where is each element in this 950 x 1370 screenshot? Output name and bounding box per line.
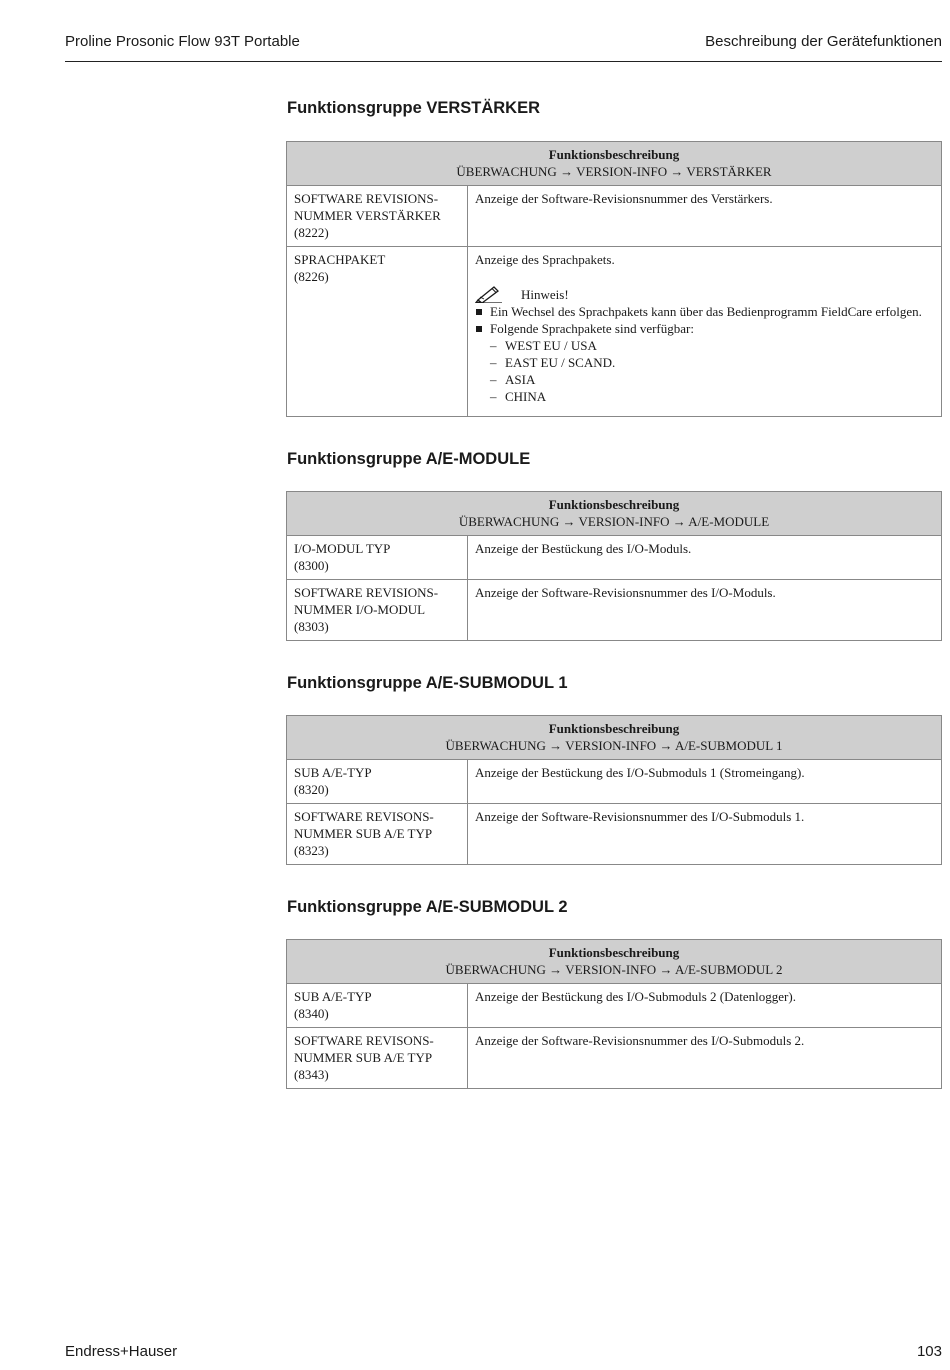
function-description: Anzeige des Sprachpakets. bbox=[475, 252, 615, 267]
function-description-cell bbox=[468, 186, 942, 247]
table-row bbox=[287, 580, 942, 641]
arrow-icon: → bbox=[659, 962, 673, 977]
function-code: (8340) bbox=[294, 1006, 329, 1021]
function-description-cell bbox=[468, 1028, 942, 1089]
arrow-icon: → bbox=[670, 164, 684, 179]
function-code: (8343) bbox=[294, 1067, 329, 1082]
menu-path bbox=[446, 962, 783, 977]
hint-block bbox=[475, 283, 934, 303]
list-item-text: Folgende Sprachpakete sind verfügbar: bbox=[490, 321, 694, 336]
path-segment: VERSION-INFO bbox=[578, 514, 670, 529]
function-description-cell bbox=[468, 247, 942, 417]
path-segment: ÜBERWACHUNG bbox=[458, 514, 560, 529]
section-title-ae-submodul-2: Funktionsgruppe A/E-SUBMODUL 2 bbox=[287, 898, 568, 916]
table-heading: Funktionsbeschreibung bbox=[548, 147, 680, 162]
function-name-line: NUMMER I/O-MODUL bbox=[294, 602, 426, 617]
function-code: (8226) bbox=[294, 269, 329, 284]
function-code: (8303) bbox=[294, 619, 329, 634]
function-name-line: NUMMER SUB A/E TYP bbox=[294, 1050, 433, 1065]
arrow-icon: → bbox=[549, 738, 563, 753]
language-package-item: – WEST EU / USA bbox=[475, 337, 934, 354]
hint-label: Hinweis! bbox=[521, 287, 569, 302]
table-row bbox=[287, 804, 942, 865]
path-segment: A/E-MODULE bbox=[688, 514, 770, 529]
function-description: Anzeige der Bestückung des I/O-Submoduls 1 (Stromeingang). bbox=[475, 765, 805, 780]
pencil-note-icon bbox=[475, 283, 503, 303]
language-package-item: – CHINA bbox=[475, 388, 934, 405]
table-row bbox=[287, 760, 942, 804]
table-heading: Funktionsbeschreibung bbox=[548, 721, 680, 736]
list-item bbox=[475, 320, 934, 405]
function-code: (8222) bbox=[294, 225, 329, 240]
path-segment: ÜBERWACHUNG bbox=[445, 738, 546, 753]
table-row bbox=[287, 1028, 942, 1089]
hint-list bbox=[475, 303, 934, 405]
arrow-icon: → bbox=[672, 514, 686, 529]
function-description-cell bbox=[468, 760, 942, 804]
language-package-item: – ASIA bbox=[475, 371, 934, 388]
function-description: Anzeige der Bestückung des I/O-Submoduls 2 (Datenlogger). bbox=[475, 989, 796, 1004]
function-name-line: SUB A/E-TYP bbox=[294, 765, 372, 780]
path-segment: A/E-SUBMODUL 2 bbox=[674, 962, 783, 977]
language-package-item: – EAST EU / SCAND. bbox=[475, 354, 934, 371]
function-name-cell bbox=[287, 1028, 468, 1089]
path-segment: ÜBERWACHUNG bbox=[445, 962, 546, 977]
path-segment: A/E-SUBMODUL 1 bbox=[674, 738, 783, 753]
menu-path bbox=[459, 514, 769, 529]
function-description: Anzeige der Software-Revisionsnummer des I/O-Submoduls 1. bbox=[475, 809, 805, 824]
section-title-verstaerker: Funktionsgruppe VERSTÄRKER bbox=[287, 99, 541, 117]
table-row bbox=[287, 984, 942, 1028]
menu-path bbox=[446, 738, 783, 753]
path-segment: VERSION-INFO bbox=[565, 738, 657, 753]
function-name-cell bbox=[287, 760, 468, 804]
function-name-line: NUMMER SUB A/E TYP bbox=[294, 826, 433, 841]
function-name-cell bbox=[287, 580, 468, 641]
function-name-line: SOFTWARE REVISONS- bbox=[294, 1033, 434, 1048]
page-number: 103 bbox=[916, 1343, 942, 1360]
path-segment: VERSION-INFO bbox=[576, 164, 668, 179]
function-description-cell bbox=[468, 804, 942, 865]
company-name: Endress+Hauser bbox=[65, 1343, 178, 1360]
function-code: (8300) bbox=[294, 558, 329, 573]
arrow-icon: → bbox=[659, 738, 673, 753]
table-header bbox=[287, 716, 942, 760]
chapter-title: Beschreibung der Gerätefunktionen bbox=[705, 33, 942, 50]
function-name-cell bbox=[287, 804, 468, 865]
function-name-cell bbox=[287, 186, 468, 247]
function-table-ae-submodul-1 bbox=[286, 715, 942, 865]
function-code: (8320) bbox=[294, 782, 329, 797]
path-segment: ÜBERWACHUNG bbox=[456, 164, 557, 179]
function-table-ae-module bbox=[286, 491, 942, 641]
function-description: Anzeige der Software-Revisionsnummer des I/O-Submoduls 2. bbox=[475, 1033, 805, 1048]
function-name-line: SOFTWARE REVISIONS- bbox=[294, 191, 439, 206]
document-title: Proline Prosonic Flow 93T Portable bbox=[65, 33, 300, 50]
function-name-line: NUMMER VERSTÄRKER bbox=[294, 208, 441, 223]
page-header bbox=[65, 33, 942, 62]
language-package-list bbox=[475, 337, 934, 405]
section-title-ae-submodul-1: Funktionsgruppe A/E-SUBMODUL 1 bbox=[287, 674, 568, 692]
function-name-cell bbox=[287, 984, 468, 1028]
section-title-ae-module: Funktionsgruppe A/E-MODULE bbox=[287, 450, 531, 468]
list-item: Ein Wechsel des Sprachpakets kann über das Bedienprogramm FieldCare erfolgen. bbox=[475, 303, 934, 320]
function-name-line: I/O-MODUL TYP bbox=[294, 541, 391, 556]
function-description: Anzeige der Bestückung des I/O-Moduls. bbox=[475, 541, 692, 556]
arrow-icon: → bbox=[562, 514, 576, 529]
function-name-line: SOFTWARE REVISONS- bbox=[294, 809, 434, 824]
function-description-cell bbox=[468, 536, 942, 580]
table-row bbox=[287, 247, 942, 417]
function-code: (8323) bbox=[294, 843, 329, 858]
path-segment: VERSION-INFO bbox=[565, 962, 657, 977]
table-heading: Funktionsbeschreibung bbox=[548, 945, 680, 960]
function-table-ae-submodul-2 bbox=[286, 939, 942, 1089]
function-description-cell bbox=[468, 580, 942, 641]
arrow-icon: → bbox=[549, 962, 563, 977]
function-name-cell bbox=[287, 247, 468, 417]
arrow-icon: → bbox=[560, 164, 574, 179]
function-name-cell bbox=[287, 536, 468, 580]
function-table-verstaerker bbox=[286, 141, 942, 417]
function-name-line: SPRACHPAKET bbox=[294, 252, 386, 267]
table-header bbox=[287, 142, 942, 186]
function-description: Anzeige der Software-Revisionsnummer des I/O-Moduls. bbox=[475, 585, 776, 600]
table-row bbox=[287, 186, 942, 247]
function-name-line: SOFTWARE REVISIONS- bbox=[294, 585, 439, 600]
function-description: Anzeige der Software-Revisionsnummer des Verstärkers. bbox=[475, 191, 773, 206]
menu-path bbox=[456, 164, 771, 179]
function-description-cell bbox=[468, 984, 942, 1028]
table-header bbox=[287, 940, 942, 984]
table-heading: Funktionsbeschreibung bbox=[548, 497, 680, 512]
function-name-line: SUB A/E-TYP bbox=[294, 989, 372, 1004]
table-row bbox=[287, 536, 942, 580]
path-segment: VERSTÄRKER bbox=[686, 164, 772, 179]
table-header bbox=[287, 492, 942, 536]
